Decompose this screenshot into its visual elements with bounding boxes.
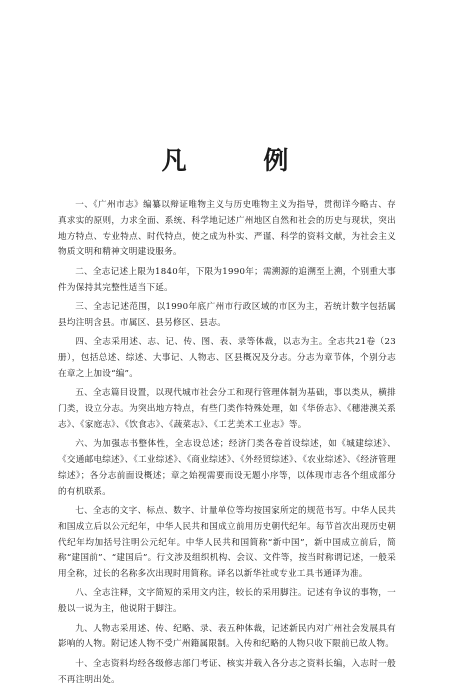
- paragraph-10: 十、全志资料均经各级修志部门考证、核实并载入各分志之资料长编，入志时一般不再注明出处。: [58, 658, 396, 685]
- paragraph-8: 八、全志注释，文字简短的采用文内注，较长的采用脚注。记述有争议的事物，一般以一说为主，他说附于脚注。: [58, 588, 396, 615]
- paragraph-6: 六、为加强志书整体性，全志设总述；经济门类各卷首设综述，如《城建综述》、《交通邮电综述》、《工业综述》、《商业综述》、《外经贸综述》、《农业综述》、《经济管理综述》；各分志前面设概述；章之始视需要而设无题小序等，以体现市志各个组成部分的有机联系。: [58, 439, 396, 497]
- paragraph-1: 一、《广州市志》编纂以辩证唯物主义与历史唯物主义为指导，贯彻详今略古、存真求实的原则，力求全面、系统、科学地记述广州地区自然和社会的历史与现状，突出地方特点、专业特点、时代特点，使之成为朴实、严谨、科学的资料文献，为社会主义物质文明和精神文明建设服务。: [58, 200, 396, 258]
- paragraph-7: 七、全志的文字、标点、数字、计量单位等均按国家所定的规范书写。中华人民共和国成立后以公元纪年，中华人民共和国成立前用历史朝代纪年。每节首次出现历史朝代纪年均加括号注明公元纪年。中华人民共和国简称“新中国”，新中国成立前后，简称“建国前”、“建国后”。行文涉及组织机构、会议、文件等，按当时称谓记述，一般采用全称，过长的名称多次出现时用简称。译名以新华社或专业工具书通译为准。: [58, 505, 396, 580]
- document-body: [58, 198, 396, 692]
- page-title: 凡 例: [161, 146, 323, 175]
- paragraph-2: 二、全志记述上限为1840年，下限为1990年；需溯源的追溯至上溯，个别重大事件为保持其完整性适当下延。: [58, 266, 396, 293]
- paragraph-3: 三、全志记述范围，以1990年底广州市行政区域的市区为主，若统计数字包括属县均注明含县。市属区、县另修区、县志。: [58, 301, 396, 328]
- paragraph-4: 四、全志采用述、志、记、传、图、表、录等体裁，以志为主。全志共21卷（23册），包括总述、综述、大事记、人物志、区县概况及分志。分志为章节体，个别分志在章之上加设“编”。: [58, 337, 396, 379]
- paragraph-5: 五、全志篇目设置，以现代城市社会分工和现行管理体制为基础，事以类从，横排门类，设立分志。为突出地方特点，有些门类作特殊处理，如《华侨志》、《穗港澳关系志》、《家庭志》、《饮食志》、《蔬菜志》、《工艺美术工业志》等。: [58, 388, 396, 430]
- paragraph-9: 九、人物志采用述、传、纪略、录、表五种体裁，记述新民内对广州社会发展具有影响的人物。附记述人物不受广州籍属限制。入传和纪略的人物只收下限前已故人物。: [58, 623, 396, 650]
